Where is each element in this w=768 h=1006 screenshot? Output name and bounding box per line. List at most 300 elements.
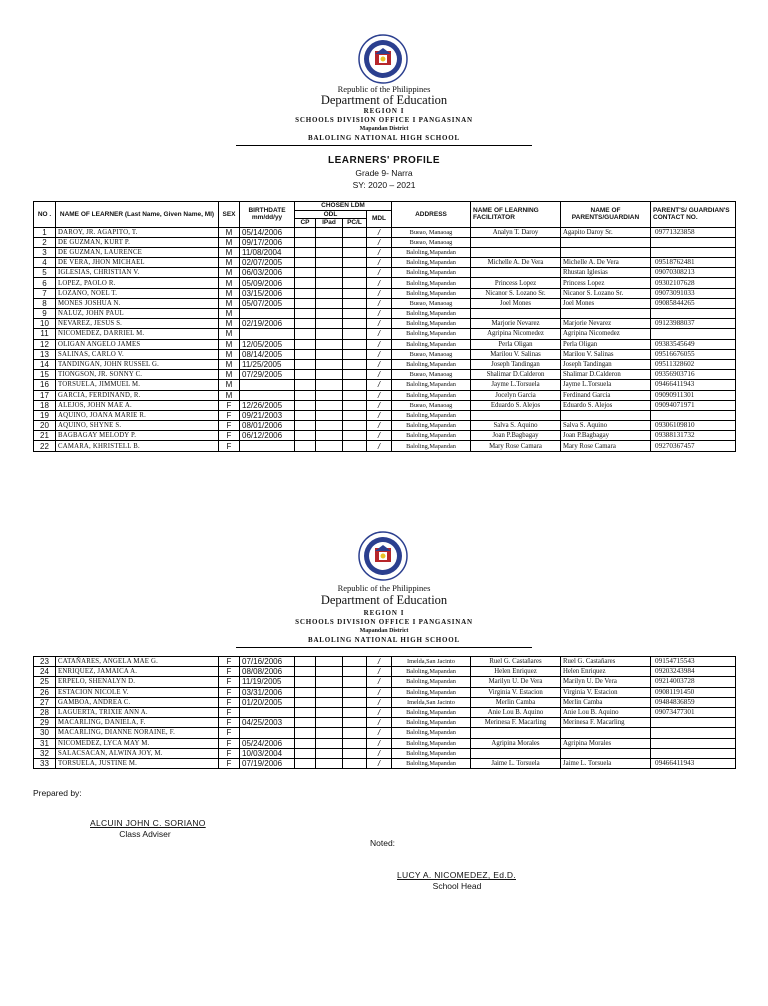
ldm-cp-cell — [295, 339, 316, 349]
ldm-cp-cell — [295, 441, 316, 451]
ldm-pcl-cell — [343, 288, 367, 298]
row-number: 16 — [34, 380, 56, 390]
ldm-mdl-cell: / — [367, 319, 392, 329]
table-row — [34, 319, 736, 329]
learner-birthdate: 08/01/2006 — [240, 421, 295, 431]
ldm-cp-cell — [295, 431, 316, 441]
parent-guardian: Rhustan Iglesias — [561, 268, 651, 278]
ldm-cp-cell — [295, 288, 316, 298]
learning-facilitator: Jocelyn Garcia — [471, 390, 561, 400]
ldm-mdl-cell: / — [367, 237, 392, 247]
learner-address: Baloling,Mapandan — [392, 677, 471, 687]
learner-name: NALUZ, JOHN PAUL — [56, 309, 219, 319]
learning-facilitator: Merlin Camba — [471, 697, 561, 707]
learner-sex: M — [219, 288, 240, 298]
ldm-cp-cell — [295, 657, 316, 667]
contact-number: 09383545649 — [651, 339, 736, 349]
parent-guardian: Jaime L. Torsuela — [561, 758, 651, 768]
republic-label: Republic of the Philippines — [337, 84, 431, 94]
ldm-ipad-cell — [316, 227, 343, 237]
col-header-no: NO . — [34, 202, 56, 228]
ldm-pcl-cell — [343, 370, 367, 380]
table-row — [34, 349, 736, 359]
table-row — [34, 697, 736, 707]
learner-sex: F — [219, 441, 240, 451]
col-header-birthdate: BIRTHDATE mm/dd/yy — [240, 202, 295, 228]
learner-name: AQUINO, SHYNE S. — [56, 421, 219, 431]
ldm-ipad-cell — [316, 697, 343, 707]
learning-facilitator: Michelle A. De Vera — [471, 258, 561, 268]
ldm-ipad-cell — [316, 657, 343, 667]
contact-number — [651, 247, 736, 257]
learner-address: Baloling,Mapandan — [392, 319, 471, 329]
contact-number: 09484836859 — [651, 697, 736, 707]
learner-address: Baloling,Mapandan — [392, 339, 471, 349]
learning-facilitator: Jayme L.Torsuela — [471, 380, 561, 390]
ldm-mdl-cell: / — [367, 667, 392, 677]
header-divider — [236, 145, 532, 146]
parent-guardian: Shalimar D.Calderon — [561, 370, 651, 380]
region-label: REGION I — [363, 107, 405, 115]
ldm-mdl-cell: / — [367, 400, 392, 410]
table-row — [34, 288, 736, 298]
row-number: 25 — [34, 677, 56, 687]
learner-birthdate: 02/07/2005 — [240, 258, 295, 268]
learner-birthdate: 03/31/2006 — [240, 687, 295, 697]
ldm-ipad-cell — [316, 441, 343, 451]
learner-birthdate: 01/20/2005 — [240, 697, 295, 707]
ldm-mdl-cell: / — [367, 370, 392, 380]
contact-number: 09516676055 — [651, 349, 736, 359]
learner-birthdate: 05/09/2006 — [240, 278, 295, 288]
learner-name: ESTACION NICOLE V. — [56, 687, 219, 697]
row-number: 9 — [34, 309, 56, 319]
ldm-ipad-cell — [316, 410, 343, 420]
region-label-2: REGION I — [363, 609, 405, 617]
table-row — [34, 237, 736, 247]
learning-facilitator — [471, 728, 561, 738]
ldm-cp-cell — [295, 718, 316, 728]
learner-name: GARCIA, FERDINAND, R. — [56, 390, 219, 400]
learner-address: Bueao, Manaoag — [392, 349, 471, 359]
ldm-pcl-cell — [343, 728, 367, 738]
table-row — [34, 227, 736, 237]
learner-name: DE GUZMAN, KURT P. — [56, 237, 219, 247]
ldm-cp-cell — [295, 237, 316, 247]
learner-sex: F — [219, 431, 240, 441]
ldm-cp-cell — [295, 258, 316, 268]
ldm-cp-cell — [295, 410, 316, 420]
learner-address: Bueao, Manaoag — [392, 237, 471, 247]
learner-name: LOPEZ, PAOLO R. — [56, 278, 219, 288]
row-number: 6 — [34, 278, 56, 288]
ldm-pcl-cell — [343, 319, 367, 329]
ldm-pcl-cell — [343, 657, 367, 667]
ldm-pcl-cell — [343, 738, 367, 748]
learning-facilitator: Princess Lopez — [471, 278, 561, 288]
contact-number: 09073091033 — [651, 288, 736, 298]
table-row — [34, 380, 736, 390]
table-row — [34, 728, 736, 738]
learner-birthdate: 04/25/2003 — [240, 718, 295, 728]
learner-address: Imelda,San Jacinto — [392, 697, 471, 707]
learner-sex: F — [219, 718, 240, 728]
parent-guardian: Ferdinand Garcia — [561, 390, 651, 400]
table-row — [34, 748, 736, 758]
ldm-pcl-cell — [343, 441, 367, 451]
ldm-cp-cell — [295, 707, 316, 717]
learner-sex: F — [219, 728, 240, 738]
ldm-pcl-cell — [343, 431, 367, 441]
learner-birthdate — [240, 390, 295, 400]
ldm-mdl-cell: / — [367, 718, 392, 728]
contact-number: 09090911301 — [651, 390, 736, 400]
ldm-cp-cell — [295, 298, 316, 308]
learner-birthdate — [240, 441, 295, 451]
parent-guardian — [561, 410, 651, 420]
learner-name: OLIGAN ANGELO JAMES — [56, 339, 219, 349]
ldm-cp-cell — [295, 697, 316, 707]
learner-address: Baloling,Mapandan — [392, 707, 471, 717]
ldm-pcl-cell — [343, 227, 367, 237]
contact-number — [651, 728, 736, 738]
contact-number: 09302107628 — [651, 278, 736, 288]
learner-name: ALEJOS, JOHN MAE A. — [56, 400, 219, 410]
parent-guardian: Jayme L.Torsuela — [561, 380, 651, 390]
row-number: 24 — [34, 667, 56, 677]
learner-birthdate: 09/17/2006 — [240, 237, 295, 247]
learner-sex: M — [219, 278, 240, 288]
parent-guardian: Marilou V. Salinas — [561, 349, 651, 359]
district-label-2: Mapandan District — [359, 628, 409, 634]
learner-birthdate: 11/19/2005 — [240, 677, 295, 687]
table-row — [34, 441, 736, 451]
parent-guardian: Marjorie Nevarez — [561, 319, 651, 329]
ldm-cp-cell — [295, 227, 316, 237]
ldm-ipad-cell — [316, 748, 343, 758]
learner-sex: M — [219, 247, 240, 257]
learning-facilitator: Marilou V. Salinas — [471, 349, 561, 359]
row-number: 1 — [34, 227, 56, 237]
learner-address: Baloling,Mapandan — [392, 278, 471, 288]
ldm-mdl-cell: / — [367, 758, 392, 768]
row-number: 31 — [34, 738, 56, 748]
ldm-cp-cell — [295, 319, 316, 329]
learner-sex: F — [219, 400, 240, 410]
ldm-ipad-cell — [316, 247, 343, 257]
noted-label: Noted: — [370, 838, 396, 848]
col-header-parents: NAME OF PARENTS/GUARDIAN — [561, 202, 651, 228]
learning-facilitator: Ruel G. Castañares — [471, 657, 561, 667]
contact-number: 09466411943 — [651, 758, 736, 768]
contact-number: 09306109810 — [651, 421, 736, 431]
learner-name: DE VERA, JHON MICHAEL — [56, 258, 219, 268]
learner-sex: F — [219, 410, 240, 420]
table-row — [34, 268, 736, 278]
parent-guardian: Helen Enriquez — [561, 667, 651, 677]
learner-address: Baloling,Mapandan — [392, 667, 471, 677]
row-number: 27 — [34, 697, 56, 707]
table-row — [34, 687, 736, 697]
learner-address: Baloling,Mapandan — [392, 380, 471, 390]
learning-facilitator: Mary Rose Camara — [471, 441, 561, 451]
prepared-by-label: Prepared by: — [33, 788, 82, 798]
contact-number: 09388131732 — [651, 431, 736, 441]
contact-number — [651, 309, 736, 319]
ldm-cp-cell — [295, 400, 316, 410]
learner-address: Bueao, Manaoag — [392, 400, 471, 410]
learning-facilitator: Perla Oligan — [471, 339, 561, 349]
learner-sex: M — [219, 268, 240, 278]
learner-address: Baloling,Mapandan — [392, 359, 471, 369]
learner-birthdate: 08/08/2006 — [240, 667, 295, 677]
learner-birthdate: 10/03/2004 — [240, 748, 295, 758]
parent-guardian: Salva S. Aquino — [561, 421, 651, 431]
learner-sex: M — [219, 349, 240, 359]
ldm-cp-cell — [295, 349, 316, 359]
ldm-pcl-cell — [343, 400, 367, 410]
contact-number: 09518762481 — [651, 258, 736, 268]
ldm-cp-cell — [295, 758, 316, 768]
row-number: 2 — [34, 237, 56, 247]
learning-facilitator: Shalimar D.Calderon — [471, 370, 561, 380]
school-label-2: BALOLING NATIONAL HIGH SCHOOL — [307, 636, 460, 644]
learner-name: ERPELO, SHENALYN D. — [56, 677, 219, 687]
parent-guardian: Mary Rose Camara — [561, 441, 651, 451]
school-head-role: School Head — [432, 881, 482, 891]
learner-birthdate — [240, 728, 295, 738]
table-row — [34, 431, 736, 441]
learner-sex: M — [219, 359, 240, 369]
parent-guardian — [561, 237, 651, 247]
ldm-ipad-cell — [316, 667, 343, 677]
learner-name: DAROY, JR. AGAPITO, T. — [56, 227, 219, 237]
row-number: 3 — [34, 247, 56, 257]
learner-address: Baloling,Mapandan — [392, 410, 471, 420]
row-number: 4 — [34, 258, 56, 268]
learner-address: Baloling,Mapandan — [392, 309, 471, 319]
contact-number: 09094071971 — [651, 400, 736, 410]
learner-sex: F — [219, 707, 240, 717]
ldm-ipad-cell — [316, 421, 343, 431]
ldm-ipad-cell — [316, 677, 343, 687]
row-number: 18 — [34, 400, 56, 410]
ldm-mdl-cell: / — [367, 707, 392, 717]
contact-number: 09356903716 — [651, 370, 736, 380]
learner-name: TORSUELA, JIMMUEL M. — [56, 380, 219, 390]
ldm-ipad-cell — [316, 390, 343, 400]
learner-birthdate: 06/12/2006 — [240, 431, 295, 441]
parent-guardian: Michelle A. De Vera — [561, 258, 651, 268]
learning-facilitator — [471, 309, 561, 319]
row-number: 29 — [34, 718, 56, 728]
learner-birthdate: 12/26/2005 — [240, 400, 295, 410]
table-row — [34, 718, 736, 728]
school-label: BALOLING NATIONAL HIGH SCHOOL — [307, 134, 460, 142]
adviser-name: ALCUIN JOHN C. SORIANO — [90, 818, 206, 828]
learner-sex: M — [219, 227, 240, 237]
ldm-cp-cell — [295, 667, 316, 677]
row-number: 33 — [34, 758, 56, 768]
col-header-chosen-ldm: CHOSEN LDM — [295, 202, 392, 211]
parent-guardian: Anie Lou B. Aquino — [561, 707, 651, 717]
ldm-ipad-cell — [316, 339, 343, 349]
learner-name: AQUINO, JOANA MARIE R. — [56, 410, 219, 420]
row-number: 23 — [34, 657, 56, 667]
parent-guardian: Agapito Daroy Sr. — [561, 227, 651, 237]
learning-facilitator: Jaime L. Torsuela — [471, 758, 561, 768]
contact-number: 09081191450 — [651, 687, 736, 697]
ldm-cp-cell — [295, 370, 316, 380]
parent-guardian: Merinesa F. Macarling — [561, 718, 651, 728]
school-head-name: LUCY A. NICOMEDEZ, Ed.D. — [397, 870, 516, 880]
learner-name: CATAÑARES, ANGELA MAE G. — [56, 657, 219, 667]
ldm-mdl-cell: / — [367, 329, 392, 339]
learner-name: LAGUERTA, TRIXIE ANN A. — [56, 707, 219, 717]
learner-address: Baloling,Mapandan — [392, 728, 471, 738]
ldm-cp-cell — [295, 738, 316, 748]
row-number: 19 — [34, 410, 56, 420]
learner-sex: F — [219, 738, 240, 748]
ldm-mdl-cell: / — [367, 728, 392, 738]
learner-sex: M — [219, 298, 240, 308]
ldm-cp-cell — [295, 278, 316, 288]
header-divider-2 — [236, 647, 532, 648]
contact-number: 09203243984 — [651, 667, 736, 677]
learning-facilitator: Anie Lou B. Aquino — [471, 707, 561, 717]
ldm-pcl-cell — [343, 390, 367, 400]
ldm-mdl-cell: / — [367, 380, 392, 390]
ldm-mdl-cell: / — [367, 298, 392, 308]
department-title: Department of Education — [320, 93, 448, 107]
learner-sex: F — [219, 697, 240, 707]
ldm-ipad-cell — [316, 707, 343, 717]
learning-facilitator: Helen Enriquez — [471, 667, 561, 677]
row-number: 5 — [34, 268, 56, 278]
learner-birthdate: 09/21/2003 — [240, 410, 295, 420]
table-row — [34, 667, 736, 677]
learning-facilitator: Joan P.Bagbagay — [471, 431, 561, 441]
learner-address: Baloling,Mapandan — [392, 268, 471, 278]
division-label-2: SCHOOLS DIVISION OFFICE I PANGASINAN — [295, 618, 473, 626]
learner-birthdate: 11/08/2004 — [240, 247, 295, 257]
learner-sex: F — [219, 748, 240, 758]
ldm-pcl-cell — [343, 268, 367, 278]
ldm-mdl-cell: / — [367, 288, 392, 298]
parent-guardian — [561, 247, 651, 257]
learner-address: Baloling,Mapandan — [392, 441, 471, 451]
ldm-mdl-cell: / — [367, 410, 392, 420]
learner-name: LOZANO, NOEL T. — [56, 288, 219, 298]
learner-name: MONES JOSHUA N. — [56, 298, 219, 308]
table-row — [34, 677, 736, 687]
learning-facilitator: Eduardo S. Alejos — [471, 400, 561, 410]
learner-birthdate: 06/03/2006 — [240, 268, 295, 278]
ldm-mdl-cell: / — [367, 421, 392, 431]
learning-facilitator: Agripina Morales — [471, 738, 561, 748]
col-header-sex: SEX — [219, 202, 240, 228]
parent-guardian: Nicanor S. Lozano Sr. — [561, 288, 651, 298]
learner-sex: M — [219, 390, 240, 400]
table-row — [34, 738, 736, 748]
learner-name: BAGBAGAY MELODY P. — [56, 431, 219, 441]
learning-facilitator — [471, 748, 561, 758]
learner-address: Baloling,Mapandan — [392, 718, 471, 728]
learning-facilitator: Marilyn U. De Vera — [471, 677, 561, 687]
row-number: 13 — [34, 349, 56, 359]
ldm-ipad-cell — [316, 278, 343, 288]
ldm-mdl-cell: / — [367, 278, 392, 288]
ldm-mdl-cell: / — [367, 738, 392, 748]
ldm-pcl-cell — [343, 677, 367, 687]
ldm-mdl-cell: / — [367, 268, 392, 278]
learner-name: TIONGSON, JR. SONNY C. — [56, 370, 219, 380]
ldm-pcl-cell — [343, 278, 367, 288]
learner-sex: M — [219, 329, 240, 339]
learning-facilitator — [471, 268, 561, 278]
ldm-mdl-cell: / — [367, 359, 392, 369]
ldm-pcl-cell — [343, 380, 367, 390]
table-row — [34, 309, 736, 319]
contact-number: 09085844265 — [651, 298, 736, 308]
row-number: 14 — [34, 359, 56, 369]
learner-name: TORSUELA, JUSTINE M. — [56, 758, 219, 768]
learner-address: Baloling,Mapandan — [392, 390, 471, 400]
table-row — [34, 421, 736, 431]
learner-birthdate: 05/07/2005 — [240, 298, 295, 308]
learner-name: SALACSACAN, ALWINA JOY, M. — [56, 748, 219, 758]
ldm-ipad-cell — [316, 268, 343, 278]
contact-number — [651, 237, 736, 247]
ldm-pcl-cell — [343, 329, 367, 339]
ldm-cp-cell — [295, 421, 316, 431]
ldm-pcl-cell — [343, 247, 367, 257]
learner-name: TANDINGAN, JOHN RUSSEL G. — [56, 359, 219, 369]
col-header-address: ADDRESS — [392, 202, 471, 228]
parent-guardian: Agripina Nicomedez — [561, 329, 651, 339]
row-number: 30 — [34, 728, 56, 738]
learners-table-page2 — [33, 656, 736, 769]
learner-birthdate — [240, 707, 295, 717]
row-number: 22 — [34, 441, 56, 451]
deped-seal-icon — [358, 34, 408, 84]
contact-number: 09070308213 — [651, 268, 736, 278]
ldm-ipad-cell — [316, 431, 343, 441]
parent-guardian — [561, 728, 651, 738]
learner-address: Imelda,San Jacinto — [392, 657, 471, 667]
ldm-mdl-cell: / — [367, 247, 392, 257]
learner-sex: F — [219, 667, 240, 677]
ldm-pcl-cell — [343, 237, 367, 247]
contact-number: 09154715543 — [651, 657, 736, 667]
learner-address: Baloling,Mapandan — [392, 431, 471, 441]
ldm-pcl-cell — [343, 410, 367, 420]
ldm-cp-cell — [295, 748, 316, 758]
ldm-pcl-cell — [343, 258, 367, 268]
ldm-cp-cell — [295, 268, 316, 278]
ldm-mdl-cell: / — [367, 227, 392, 237]
department-title-2: Department of Education — [320, 593, 448, 607]
learner-name: NICOMEDEZ, LYCA MAY M. — [56, 738, 219, 748]
row-number: 11 — [34, 329, 56, 339]
ldm-ipad-cell — [316, 400, 343, 410]
ldm-mdl-cell: / — [367, 390, 392, 400]
ldm-pcl-cell — [343, 339, 367, 349]
learners-table-page1 — [33, 201, 736, 452]
col-header-contact: PARENT'S/ GUARDIAN'S CONTACT NO. — [651, 202, 736, 228]
parent-guardian: Virginia V. Estacion — [561, 687, 651, 697]
ldm-ipad-cell — [316, 288, 343, 298]
